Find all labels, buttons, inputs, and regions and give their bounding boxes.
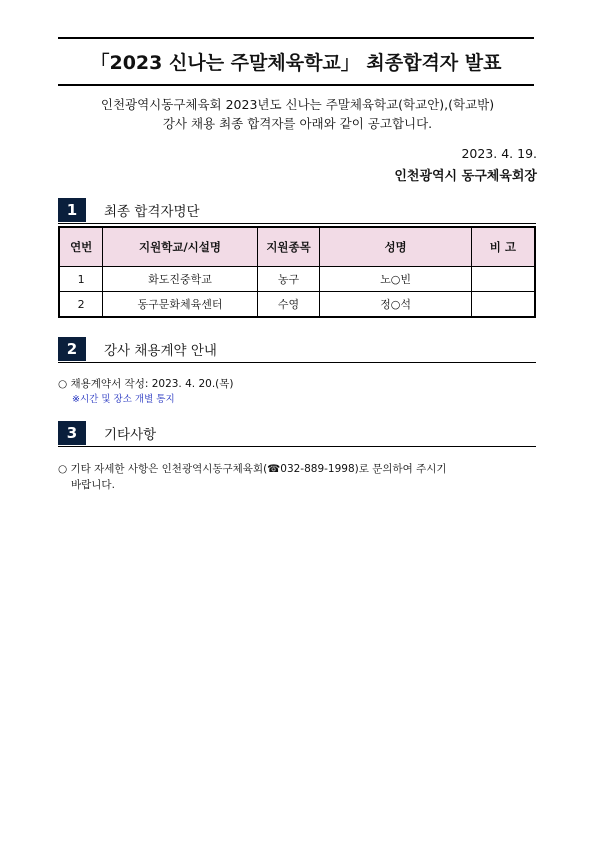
section-title: 강사 채용계약 안내 (104, 343, 217, 359)
header-cell: 지원종목 (257, 227, 320, 267)
section-number-badge: 3 (58, 421, 86, 445)
table-cell: 동구문화체육센터 (103, 292, 257, 318)
contract-date-line: ○ 채용계약서 작성: 2023. 4. 20.(목) (58, 378, 234, 390)
header-cell: 비 고 (471, 227, 535, 267)
section-number-badge: 2 (58, 337, 86, 361)
title-box (58, 37, 534, 86)
page-title: 「2023 신나는 주말체육학교」 최종합격자 발표 (90, 52, 502, 74)
announcement-date: 2023. 4. 19. (461, 146, 537, 161)
header-cell: 성명 (320, 227, 471, 267)
table-header-row (59, 227, 535, 267)
header-cell: 연번 (59, 227, 103, 267)
table-row (59, 292, 535, 318)
intro-text (40, 95, 555, 133)
table-cell: 2 (59, 292, 103, 318)
table-cell (471, 267, 535, 292)
section-title: 최종 합격자명단 (104, 204, 200, 220)
table-cell: 수영 (257, 292, 320, 318)
table-row (59, 267, 535, 292)
table-cell: 정○석 (320, 292, 471, 318)
table-cell (471, 292, 535, 318)
section-number-badge: 1 (58, 198, 86, 222)
intro-line-2: 강사 채용 최종 합격자를 아래와 같이 공고합니다. (162, 116, 433, 131)
intro-line-1: 인천광역시동구체육회 2023년도 신나는 주말체육학교(학교안),(학교밖) (100, 97, 495, 112)
table-cell: 화도진중학교 (103, 267, 257, 292)
section-header-2 (58, 336, 536, 363)
etc-line-2: 바랍니다. (71, 479, 115, 491)
section-header-1 (58, 197, 536, 224)
section-header-3 (58, 420, 536, 447)
organization-name: 인천광역시 동구체육회장 (394, 169, 537, 184)
contract-note: ※시간 및 장소 개별 통지 (72, 394, 175, 405)
result-table (58, 226, 536, 318)
etc-line-1: ○ 기타 자세한 사항은 인천광역시동구체육회(☎032-889-1998)로 문의하여 주시기 (58, 463, 447, 475)
table-cell: 농구 (257, 267, 320, 292)
section-title: 기타사항 (104, 427, 157, 443)
header-cell: 지원학교/시설명 (103, 227, 257, 267)
table-cell: 노○빈 (320, 267, 471, 292)
table-cell: 1 (59, 267, 103, 292)
